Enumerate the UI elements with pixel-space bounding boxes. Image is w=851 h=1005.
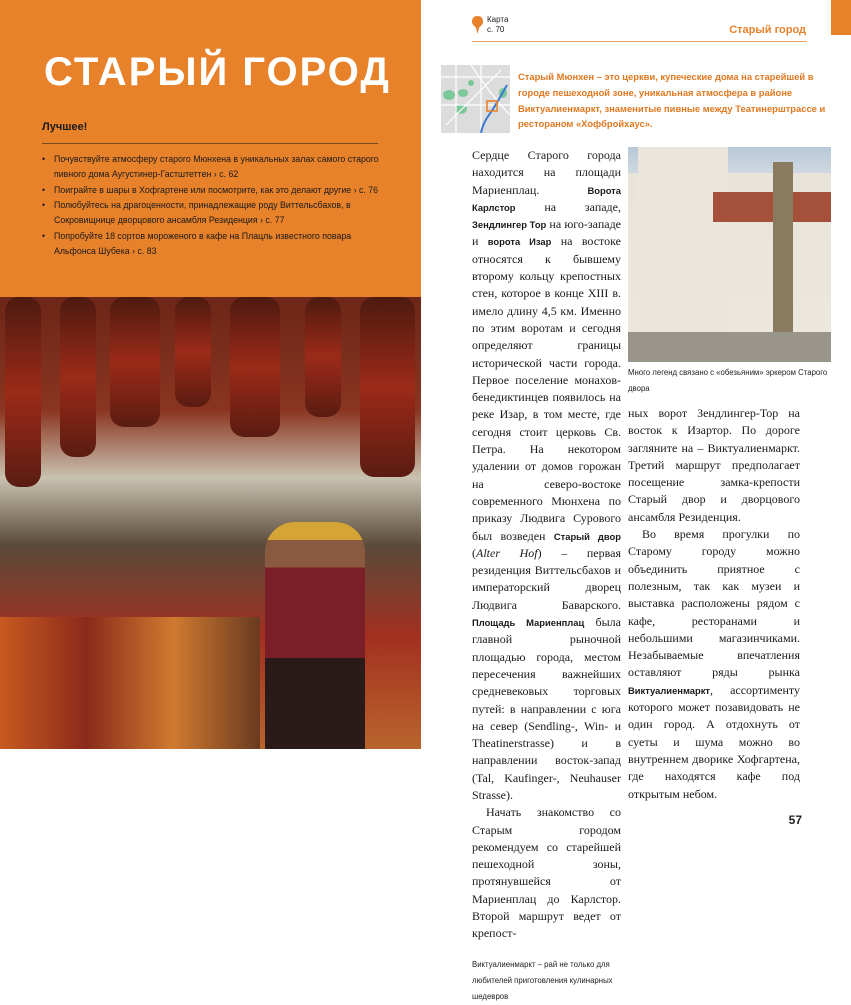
body-paragraph: Во время прогулки по Старому городу можно объединить приятное с полезным, так как музеи и выставка расположены рядом с кафе, ресторанами и небольшими магазинчиками. Незабываемые впечатления оставляют ряды рынка Виктуалиенмаркт, ассортименту которого может позавидовать не один город. А отдохнуть от суеты и шума можно во внутреннем дворике Хофгартена, где находятся кафе под открытым небом.	[628, 527, 800, 801]
chapter-tab	[831, 0, 851, 35]
body-columns	[441, 147, 831, 1005]
divider	[472, 41, 807, 42]
map-ref-page: с. 70	[487, 25, 505, 34]
market-photo	[0, 297, 421, 749]
best-item: • Поиграйте в шары в Хофгартене или посмотрите, как это делают другие › с. 76	[42, 183, 387, 198]
locator-map	[441, 65, 510, 133]
map-pin-icon	[472, 16, 483, 34]
market-caption: Виктуалиенмаркт – рай не только для любителей приготовления кулинарных шедевров	[472, 959, 613, 1001]
old-court-photo	[628, 147, 831, 362]
intro-row	[441, 65, 831, 133]
body-paragraph: ных ворот Зендлингер-Тор на восток к Изартор. По дороге загляните на – Виктуалиенмаркт. Третий маршрут предполагает посещение замка-крепости Старый двор и дворцового ансамбля Резиденция.	[628, 406, 800, 524]
body-paragraph: Начать знакомство со Старым городом рекомендуем со старейшей пешеходной зоны, протянувшейся от Мариенплац до Карлстор. Второй маршрут ведет от крепост-	[472, 805, 621, 941]
building-caption: Много легенд связано с «обезьяним» эркером Старого двора	[628, 368, 828, 393]
column-1-flow	[472, 147, 621, 1005]
page-number: 57	[788, 812, 802, 827]
body-column-1	[472, 147, 621, 943]
divider	[42, 143, 378, 144]
best-item: • Полюбуйтесь на драгоценности, принадлежащие роду Виттельсбахов, в Сокровищнице дворцового ансамбля Резиденция › с. 77	[42, 198, 387, 228]
best-heading: Лучшее!	[42, 121, 88, 133]
intro-text: Старый Мюнхен – это церкви, купеческие дома на старейшей в городе пешеходной зоне, уникальная атмосфера в районе Виктуалиенмаркт, знаменитые пивные между Театинерштрассе и рестораном «Хофбройхаус».	[518, 71, 826, 130]
right-page-content	[441, 65, 831, 1005]
body-paragraph: Сердце Старого города находится на площади Мариенплац. Ворота Карлстор на западе, Зендлингер Тор на юго-западе и ворота Изар на востоке относятся к бывшему второму кольцу крепостных стен, которое в конце XIII в. имело длину 4,5 км. Именно по этим воротам и сегодня определяют границы исторической части города. Первое поселение монахов-бенедиктинцев появилось на реке Изар, в том месте, где сегодня стоит церковь Св. Петра. На некотором удалении от домов горожан на северо-востоке современного Мюнхена по приказу Людвига Сурового был возведен Старый двор (Alter Hof) – первая резиденция Виттельсбахов и императорский дворец Людвига Баварского. Площадь Мариенплац была главной рыночной площадью города, местом пересечения важнейших средневековых торговых путей: в направлении с юга на север (Sendling-, Win- и Theatinerstrasse) и в направлении восток-запад (Tal, Kaufinger-, Neuhauser Strasse).	[472, 148, 622, 802]
chapter-title: СТАРЫЙ ГОРОД	[44, 50, 391, 94]
body-column-2	[628, 405, 800, 803]
best-item: • Попробуйте 18 сортов мороженого в кафе на Плацль известного повара Альфонса Шубека › с. 83	[42, 229, 387, 259]
map-reference[interactable]	[487, 15, 508, 35]
section-header: Старый город	[729, 24, 806, 36]
orange-header-block	[0, 0, 421, 297]
best-list	[42, 152, 387, 260]
vendor-figure	[265, 522, 365, 749]
column-2-flow	[628, 147, 831, 827]
best-item: • Почувствуйте атмосферу старого Мюнхена в уникальных залах самого старого пивного дома Аугустинер-Гастштеттен › с. 62	[42, 152, 387, 182]
left-page	[0, 0, 421, 749]
map-ref-label: Карта	[487, 15, 509, 24]
